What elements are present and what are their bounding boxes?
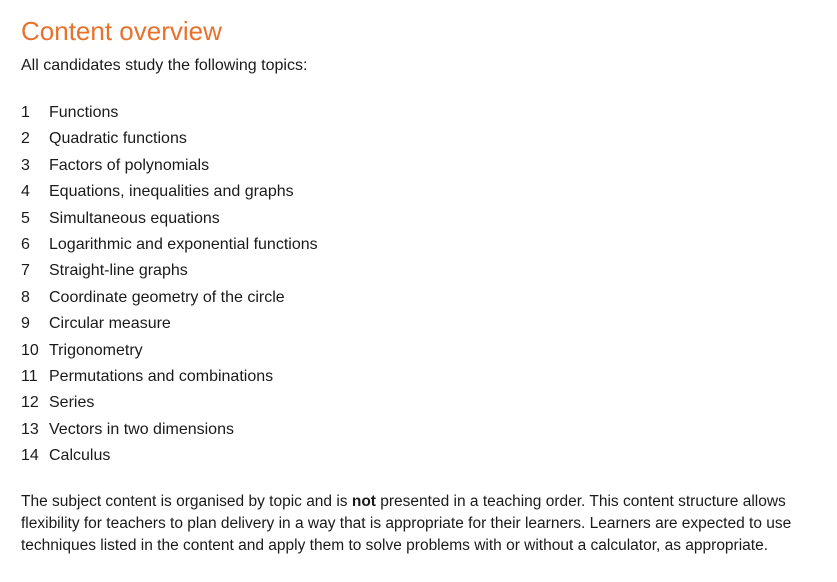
topic-number: 5	[21, 209, 30, 227]
topic-label: Factors of polynomials	[49, 156, 210, 174]
topic-label: Quadratic functions	[49, 130, 187, 148]
content-structure-paragraph	[21, 491, 821, 557]
topic-item	[21, 288, 318, 314]
topic-label: Functions	[49, 104, 119, 121]
topic-label: Series	[49, 394, 95, 412]
topic-item	[21, 341, 318, 367]
topic-item	[21, 314, 318, 340]
topic-item	[21, 156, 318, 182]
topic-item	[21, 261, 318, 287]
topic-item	[21, 446, 318, 472]
topic-label: Equations, inequalities and graphs	[49, 183, 294, 201]
topic-number: 7	[21, 262, 30, 280]
topic-item	[21, 420, 318, 446]
page-title: Content overview	[21, 16, 222, 46]
topic-label: Trigonometry	[49, 341, 143, 359]
topic-number: 10	[21, 341, 39, 359]
topic-label: Vectors in two dimensions	[49, 420, 234, 438]
topic-number: 6	[21, 235, 30, 253]
topic-label: Simultaneous equations	[49, 209, 220, 227]
topic-number: 12	[21, 394, 39, 412]
emphasis-not: not	[351, 493, 376, 510]
topic-item	[21, 235, 318, 261]
topic-number: 3	[21, 156, 30, 174]
topic-label: Straight-line graphs	[49, 262, 188, 280]
topic-label: Permutations and combinations	[49, 367, 274, 385]
topic-number: 1	[21, 104, 30, 121]
topic-number: 9	[21, 315, 30, 333]
topic-item	[21, 182, 318, 208]
topic-number: 14	[21, 447, 39, 465]
topic-number: 4	[21, 183, 30, 201]
topic-item	[21, 103, 318, 129]
topic-item	[21, 393, 318, 419]
topic-item	[21, 367, 318, 393]
intro-text: All candidates study the following topics:	[21, 57, 308, 74]
topic-number: 8	[21, 288, 30, 306]
topic-number: 11	[21, 367, 38, 385]
topic-list	[21, 103, 318, 472]
paragraph-text-start: The subject content is organised by topic and is	[21, 493, 352, 510]
topic-item	[21, 129, 318, 155]
topic-number: 13	[21, 420, 39, 438]
topic-label: Logarithmic and exponential functions	[49, 235, 318, 253]
topic-label: Calculus	[49, 447, 111, 465]
topic-item	[21, 209, 318, 235]
paragraph-text-end: presented in a teaching order. This content structure allows flexibility for teachers to plan delivery in a way that is appropriate for their learners. Learners are expected to use techniques listed in the content and apply them to solve problems with or without a calculator, as appropriate.	[21, 493, 792, 554]
topic-number: 2	[21, 130, 30, 148]
topic-label: Coordinate geometry of the circle	[49, 288, 285, 306]
topic-label: Circular measure	[49, 315, 171, 333]
